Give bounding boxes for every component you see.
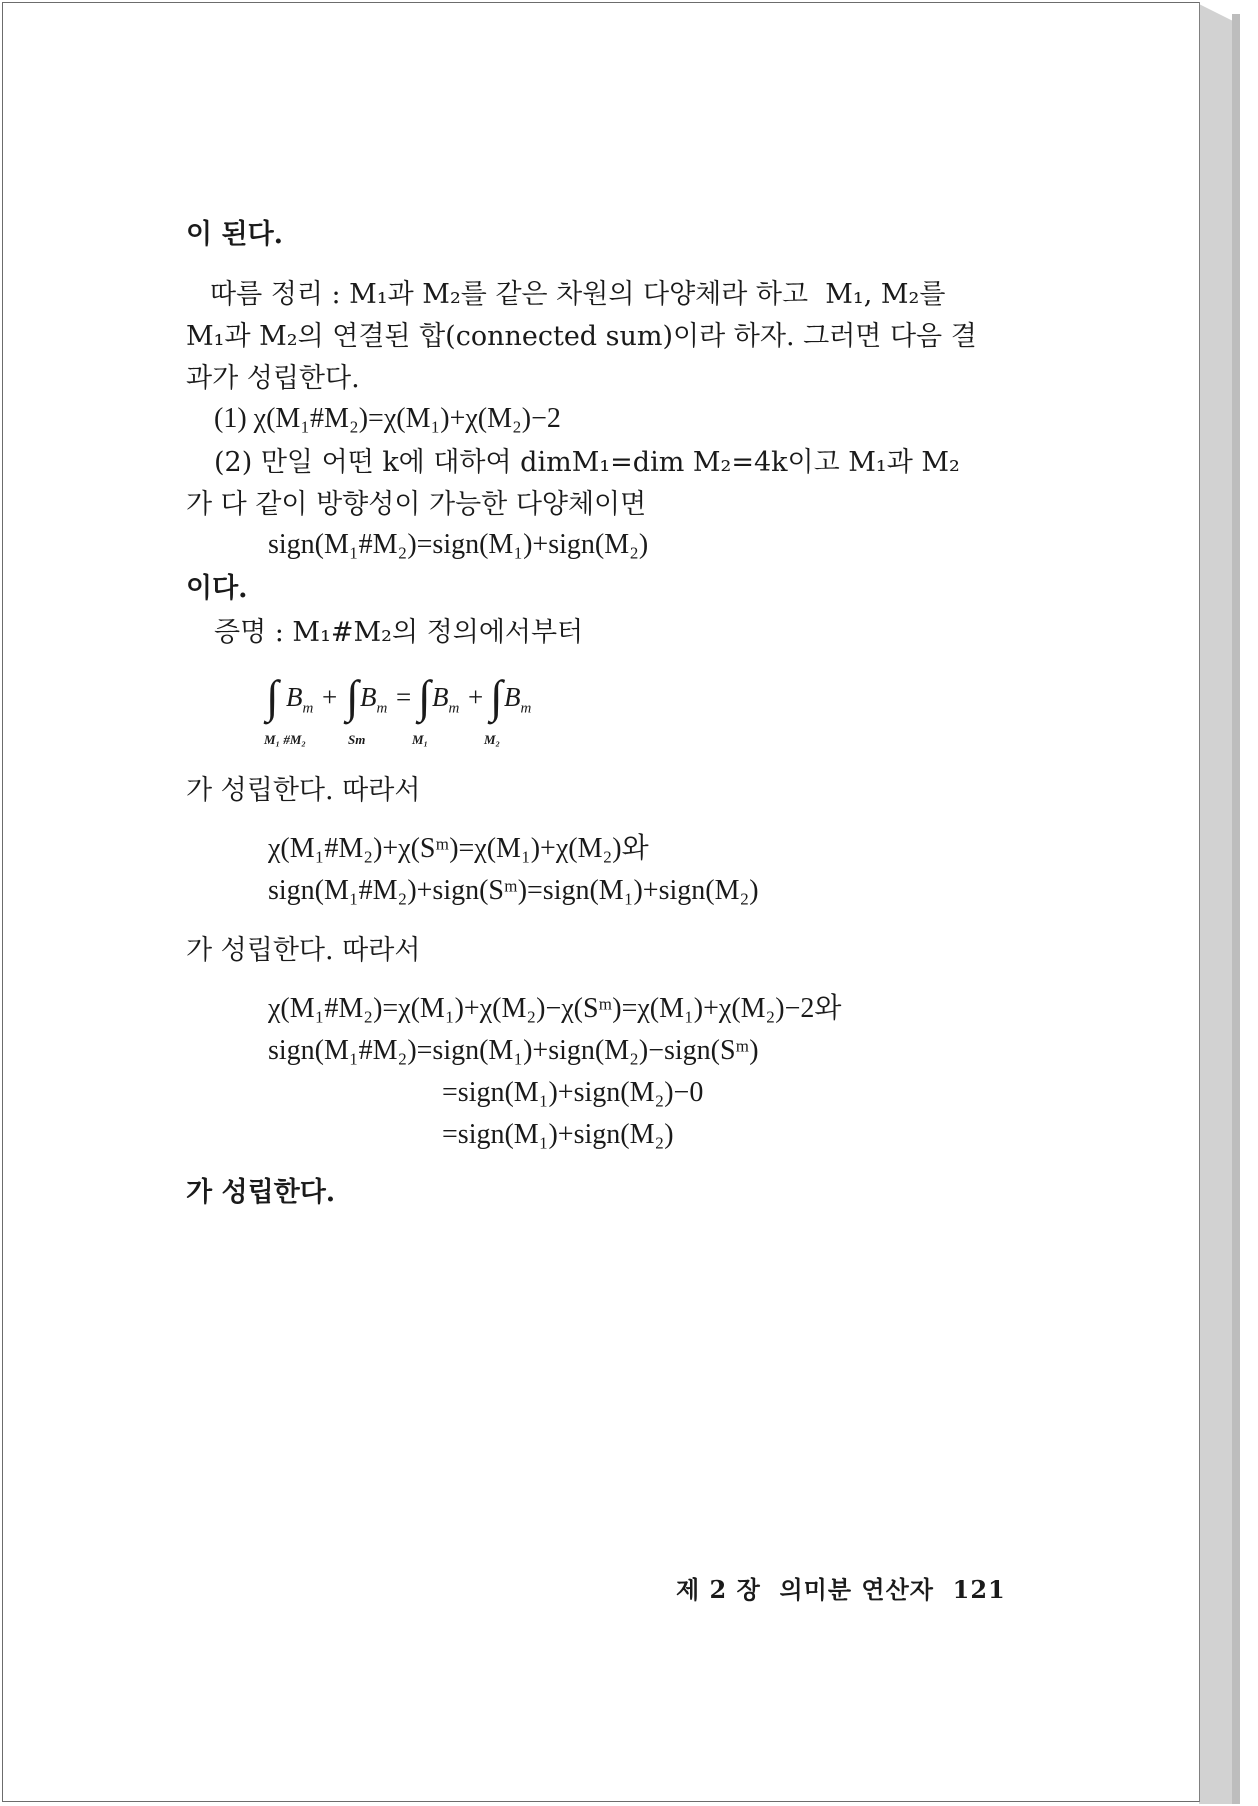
integral-limit-1: M₁ #M₂ bbox=[264, 732, 306, 747]
text-line-9: 이다. bbox=[186, 573, 248, 604]
plus-sign: + bbox=[322, 682, 338, 712]
integral-equation bbox=[266, 668, 586, 758]
integral-term-2: $B_m$ bbox=[360, 682, 388, 717]
equation-sign-final: =sign(M₁)+sign(M₂) bbox=[442, 1119, 674, 1150]
integral-term-1: $B_m$ bbox=[286, 682, 314, 717]
equation-sign-result: sign(M₁#M₂)=sign(M₁)+sign(M₂)−sign(Sᵐ) bbox=[268, 1035, 759, 1066]
proof-heading: 증명 : M₁#M₂의 정의에서부터 bbox=[214, 617, 584, 648]
equation-sign: sign(M₁#M₂)=sign(M₁)+sign(M₂) bbox=[268, 529, 649, 560]
equation-sign-step: =sign(M₁)+sign(M₂)−0 bbox=[442, 1077, 704, 1108]
text-line-14: 가 성립한다. 따라서 bbox=[186, 935, 421, 966]
text-line-19: 가 성립한다. bbox=[186, 1177, 336, 1208]
text-line-4: 과가 성립한다. bbox=[186, 363, 360, 394]
text-line-3: M₁과 M₂의 연결된 합(connected sum)이라 하자. 그러면 다음 결 bbox=[186, 321, 977, 352]
text-line-1: 이 된다. bbox=[186, 219, 284, 250]
integral-limit-3: M₁ bbox=[412, 732, 429, 747]
integral-limit-4: M₂ bbox=[484, 732, 501, 747]
page-edge-line bbox=[1199, 2, 1200, 1802]
integral-sign-4: ∫ bbox=[490, 671, 503, 722]
corollary-statement: 따름 정리 : M₁과 M₂를 같은 차원의 다양체라 하고 M₁, M₂를 bbox=[210, 279, 946, 310]
text-line-7: 가 다 같이 방향성이 가능한 다양체이면 bbox=[186, 489, 647, 520]
page-footer: 제 2 장 의미분 연산자 121 bbox=[676, 1575, 1006, 1604]
equation-euler-sum: χ(M₁#M₂)+χ(Sᵐ)=χ(M₁)+χ(M₂)와 bbox=[268, 833, 649, 864]
equals-sign: = bbox=[396, 682, 412, 712]
plus-sign: + bbox=[468, 682, 484, 712]
page-stack-shadow bbox=[1232, 14, 1240, 1804]
integral-limit-2: Sm bbox=[348, 732, 366, 747]
equation-euler-result: χ(M₁#M₂)=χ(M₁)+χ(M₂)−χ(Sᵐ)=χ(M₁)+χ(M₂)−2와 bbox=[268, 993, 842, 1024]
integral-term-4: $B_m$ bbox=[504, 682, 532, 717]
text-line-11: 가 성립한다. 따라서 bbox=[186, 775, 421, 806]
integral-sign-3: ∫ bbox=[418, 671, 431, 722]
text-line-6: (2) 만일 어떤 k에 대하여 dimM₁=dim M₂=4k이고 M₁과 M₂ bbox=[214, 447, 960, 478]
equation-1: (1) χ(M₁#M₂)=χ(M₁)+χ(M₂)−2 bbox=[214, 403, 561, 434]
integral-sign-2: ∫ bbox=[346, 671, 359, 722]
equation-sign-sum: sign(M₁#M₂)+sign(Sᵐ)=sign(M₁)+sign(M₂) bbox=[268, 875, 759, 906]
integral-sign-1: ∫ bbox=[266, 671, 279, 722]
integral-term-3: $B_m$ bbox=[432, 682, 460, 717]
